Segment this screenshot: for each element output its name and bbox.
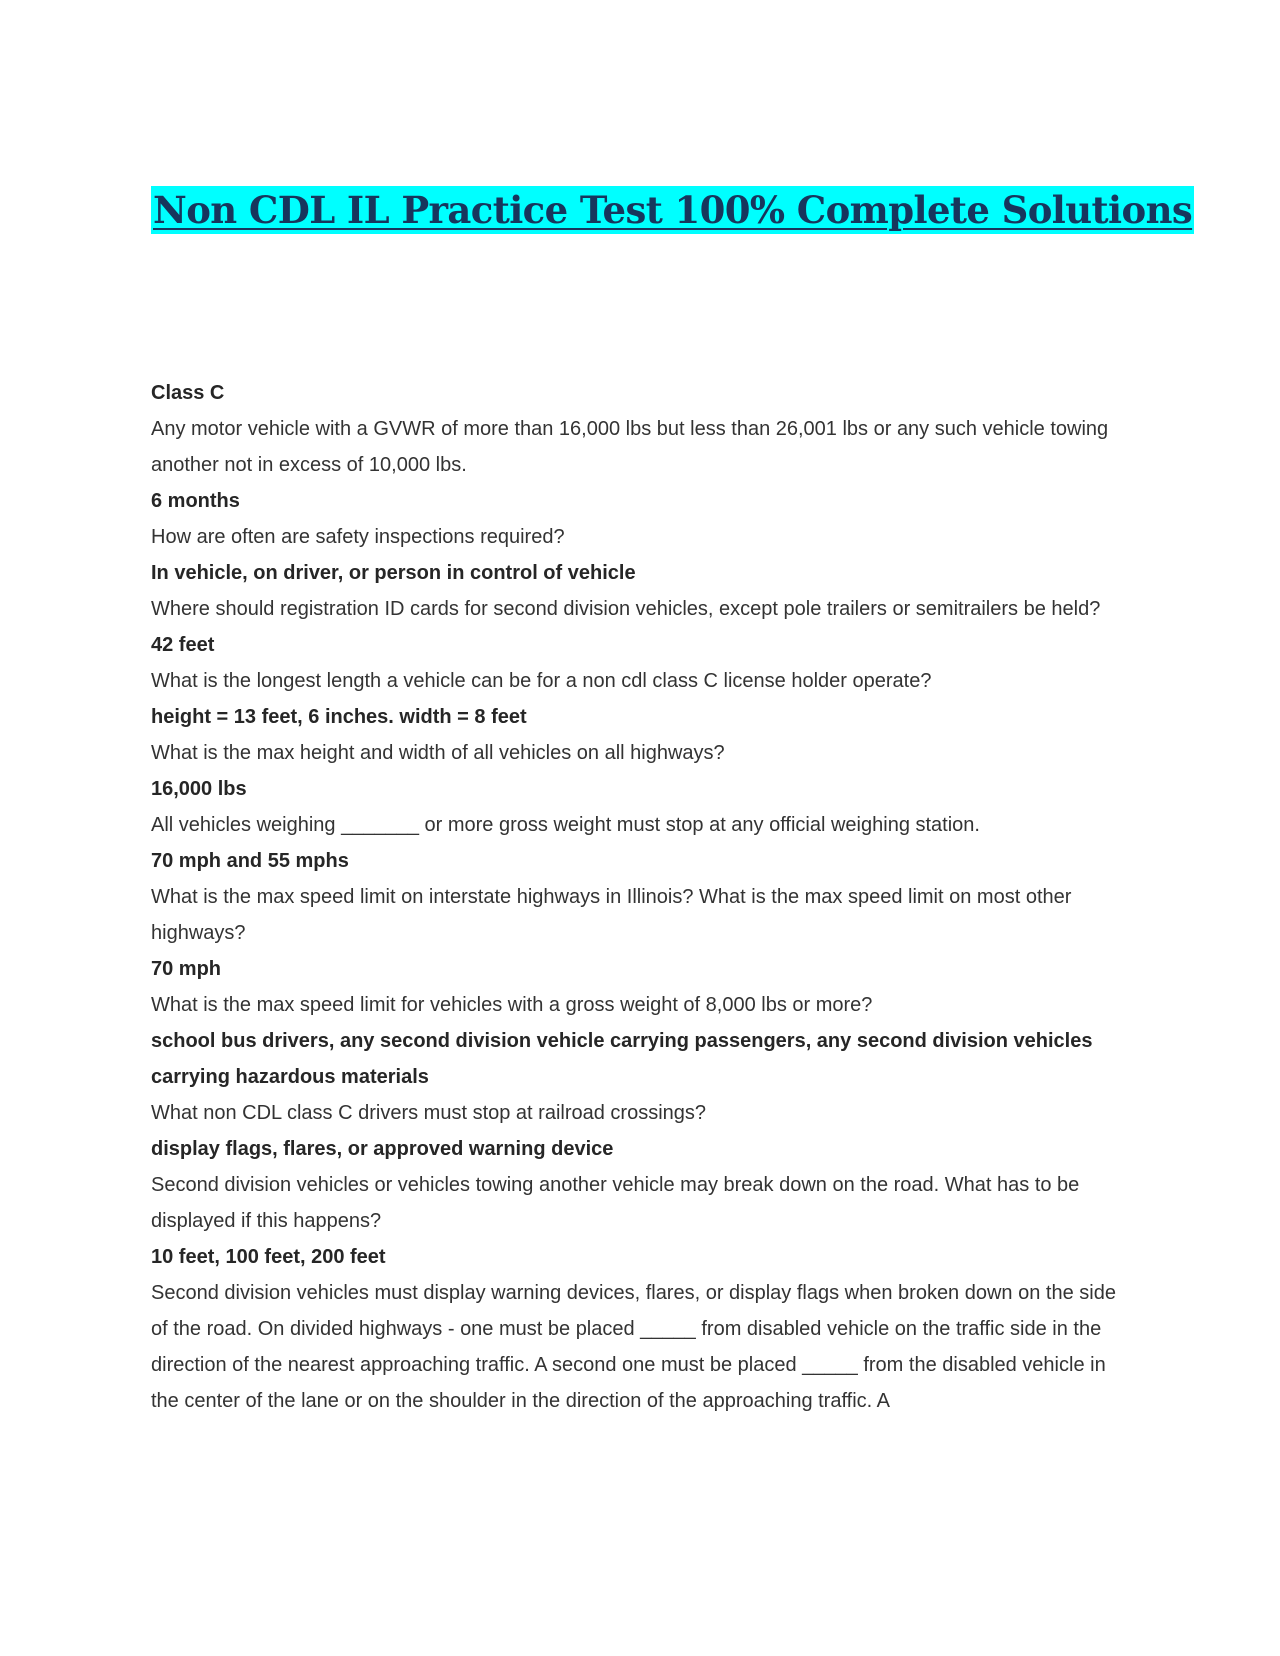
answer-term: 16,000 lbs xyxy=(151,778,247,800)
question-text: All vehicles weighing _______ or more gross weight must stop at any official weighing station. xyxy=(151,814,980,836)
question-text: How are often are safety inspections required? xyxy=(151,526,565,548)
question-text: What non CDL class C drivers must stop at railroad crossings? xyxy=(151,1102,707,1124)
answer-term: 10 feet, 100 feet, 200 feet xyxy=(151,1246,386,1268)
qa-item xyxy=(151,483,1131,555)
answer-term: display flags, flares, or approved warning device xyxy=(151,1138,614,1160)
qa-item xyxy=(151,627,1131,699)
qa-item xyxy=(151,1131,1131,1239)
answer-term: 70 mph and 55 mphs xyxy=(151,850,349,872)
question-text: Second division vehicles or vehicles towing another vehicle may break down on the road. What has to be displayed if this happens? xyxy=(151,1174,1080,1232)
question-text: Where should registration ID cards for second division vehicles, except pole trailers or semitrailers be held? xyxy=(151,598,1101,620)
question-text: What is the max speed limit on interstate highways in Illinois? What is the max speed limit on most other highways? xyxy=(151,886,1072,944)
document-title: Non CDL IL Practice Test 100% Complete Solutions xyxy=(153,188,1193,232)
question-text: Second division vehicles must display warning devices, flares, or display flags when broken down on the side of the road. On divided highways - one must be placed _____ from disabled vehicle on the traffic side in the direction of the nearest approaching traffic. A second one must be placed _____ from the disabled vehicle in the center of the lane or on the shoulder in the direction of the approaching traffic. A xyxy=(151,1282,1116,1412)
qa-item xyxy=(151,699,1131,771)
answer-term: 70 mph xyxy=(151,958,222,980)
title-container xyxy=(151,186,1194,234)
answer-term: Class C xyxy=(151,382,225,404)
qa-item xyxy=(151,1023,1131,1131)
qa-item xyxy=(151,375,1131,483)
answer-term: In vehicle, on driver, or person in control of vehicle xyxy=(151,562,636,584)
qa-item xyxy=(151,771,1131,843)
question-text: What is the longest length a vehicle can be for a non cdl class C license holder operate? xyxy=(151,670,932,692)
answer-term: height = 13 feet, 6 inches. width = 8 feet xyxy=(151,706,527,728)
qa-item xyxy=(151,951,1131,1023)
qa-item xyxy=(151,843,1131,951)
qa-item xyxy=(151,555,1131,627)
question-text: What is the max height and width of all vehicles on all highways? xyxy=(151,742,725,764)
qa-item xyxy=(151,1239,1131,1419)
answer-term: school bus drivers, any second division vehicle carrying passengers, any second division vehicles carrying hazardous materials xyxy=(151,1030,1093,1088)
question-text: Any motor vehicle with a GVWR of more than 16,000 lbs but less than 26,001 lbs or any such vehicle towing another not in excess of 10,000 lbs. xyxy=(151,418,1109,476)
answer-term: 42 feet xyxy=(151,634,215,656)
qa-list xyxy=(151,375,1131,1419)
answer-term: 6 months xyxy=(151,490,240,512)
question-text: What is the max speed limit for vehicles with a gross weight of 8,000 lbs or more? xyxy=(151,994,873,1016)
